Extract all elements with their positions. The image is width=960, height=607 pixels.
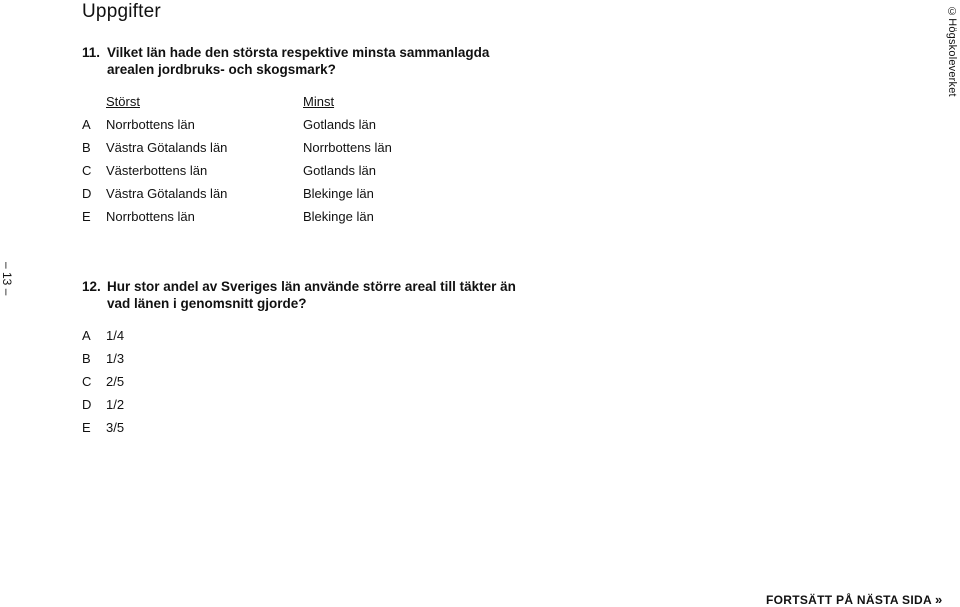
double-chevron-right-icon: » [934, 592, 943, 607]
option-value: 1/2 [106, 397, 125, 412]
option-smallest: Gotlands län [303, 163, 376, 178]
column-header-smallest: Minst [303, 94, 335, 109]
question-11 [82, 44, 522, 78]
copyright-notice: ©Högskoleverket [946, 6, 958, 97]
option-smallest: Gotlands län [303, 117, 376, 132]
answer-option-a[interactable] [82, 116, 482, 134]
option-letter: C [82, 163, 92, 178]
answer-option-a[interactable] [82, 327, 482, 345]
option-letter: E [82, 209, 91, 224]
option-value: 1/4 [106, 328, 125, 343]
answer-option-e[interactable] [82, 419, 482, 437]
option-smallest: Blekinge län [303, 186, 374, 201]
page-number: – 13 – [0, 262, 14, 296]
option-letter: D [82, 397, 92, 412]
option-value: 2/5 [106, 374, 125, 389]
option-letter: A [82, 328, 91, 343]
question-number: 11. [82, 45, 101, 60]
answer-option-b[interactable] [82, 139, 482, 157]
option-value: 3/5 [106, 420, 125, 435]
option-largest: Västra Götalands län [106, 140, 228, 155]
continue-next-page [766, 592, 942, 607]
answer-option-d[interactable] [82, 396, 482, 414]
option-largest: Västra Götalands län [106, 186, 228, 201]
answer-option-e[interactable] [82, 208, 482, 226]
option-letter: C [82, 374, 92, 389]
option-largest: Norrbottens län [106, 209, 195, 224]
question-number: 12. [82, 279, 101, 294]
answer-option-c[interactable] [82, 162, 482, 180]
answer-option-c[interactable] [82, 373, 482, 391]
option-letter: B [82, 351, 91, 366]
question-12 [82, 278, 522, 312]
answer-option-b[interactable] [82, 350, 482, 368]
option-largest: Västerbottens län [106, 163, 208, 178]
option-value: 1/3 [106, 351, 125, 366]
question-text: Hur stor andel av Sveriges län använde större areal till täkter än vad länen i genomsnitt gjorde? [107, 279, 516, 311]
option-smallest: Norrbottens län [303, 140, 392, 155]
option-letter: D [82, 186, 92, 201]
option-smallest: Blekinge län [303, 209, 374, 224]
continue-label: FORTSÄTT PÅ NÄSTA SIDA [766, 593, 932, 607]
answer-option-d[interactable] [82, 185, 482, 203]
column-header-largest: Störst [106, 94, 140, 109]
option-letter: E [82, 420, 91, 435]
option-letter: A [82, 117, 91, 132]
section-title: Uppgifter [82, 1, 161, 22]
question-text: Vilket län hade den största respektive minsta sammanlagda arealen jordbruks- och skogsmark? [107, 45, 490, 77]
option-largest: Norrbottens län [106, 117, 195, 132]
option-letter: B [82, 140, 91, 155]
